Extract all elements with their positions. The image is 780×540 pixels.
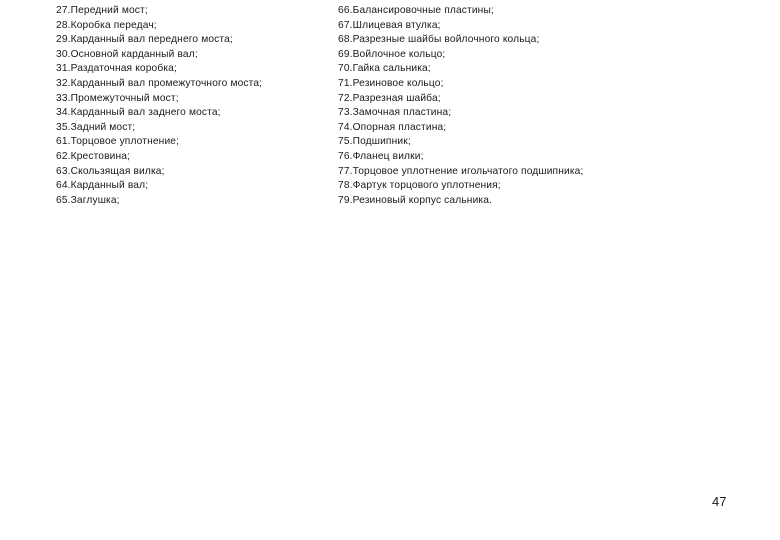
legend-item: 35.Задний мост; — [56, 121, 136, 133]
legend-item: 63.Скользящая вилка; — [56, 165, 165, 177]
legend-item: 61.Торцовое уплотнение; — [56, 136, 180, 148]
legend-column-left — [56, 4, 326, 208]
legend-item: 34.Карданный вал заднего моста; — [56, 107, 221, 119]
legend-item: 76.Фланец вилки; — [338, 150, 424, 162]
legend-item: 64.Карданный вал; — [56, 180, 149, 192]
legend-item: 77.Торцовое уплотнение игольчатого подшипника; — [338, 165, 584, 177]
legend-item: 32.Карданный вал промежуточного моста; — [56, 77, 263, 89]
legend-item: 67.Шлицевая втулка; — [338, 19, 441, 31]
legend-item: 29.Карданный вал переднего моста; — [56, 34, 233, 46]
legend-item: 73.Замочная пластина; — [338, 107, 452, 119]
legend-item: 30.Основной карданный вал; — [56, 48, 198, 60]
legend-item: 66.Балансировочные пластины; — [338, 5, 494, 16]
legend-item: 31.Раздаточная коробка; — [56, 63, 177, 75]
legend-column-right — [338, 4, 768, 208]
legend-item: 70.Гайка сальника; — [338, 63, 431, 75]
page-number: 47 — [712, 494, 727, 509]
legend-item: 71.Резиновое кольцо; — [338, 77, 444, 89]
legend-item: 65.Заглушка; — [56, 194, 120, 206]
legend-item: 68.Разрезные шайбы войлочного кольца; — [338, 34, 540, 46]
legend-item: 74.Опорная пластина; — [338, 121, 447, 133]
legend-item: 28.Коробка передач; — [56, 19, 157, 31]
legend-item: 33.Промежуточный мост; — [56, 92, 179, 104]
legend-item: 78.Фартук торцового уплотнения; — [338, 180, 501, 192]
legend-item: 69.Войлочное кольцо; — [338, 48, 446, 60]
legend-item: 27.Передний мост; — [56, 5, 148, 16]
legend-item: 62.Крестовина; — [56, 150, 131, 162]
legend-item: 72.Разрезная шайба; — [338, 92, 441, 104]
legend-item: 75.Подшипник; — [338, 136, 411, 148]
legend-item: 79.Резиновый корпус сальника. — [338, 194, 493, 206]
